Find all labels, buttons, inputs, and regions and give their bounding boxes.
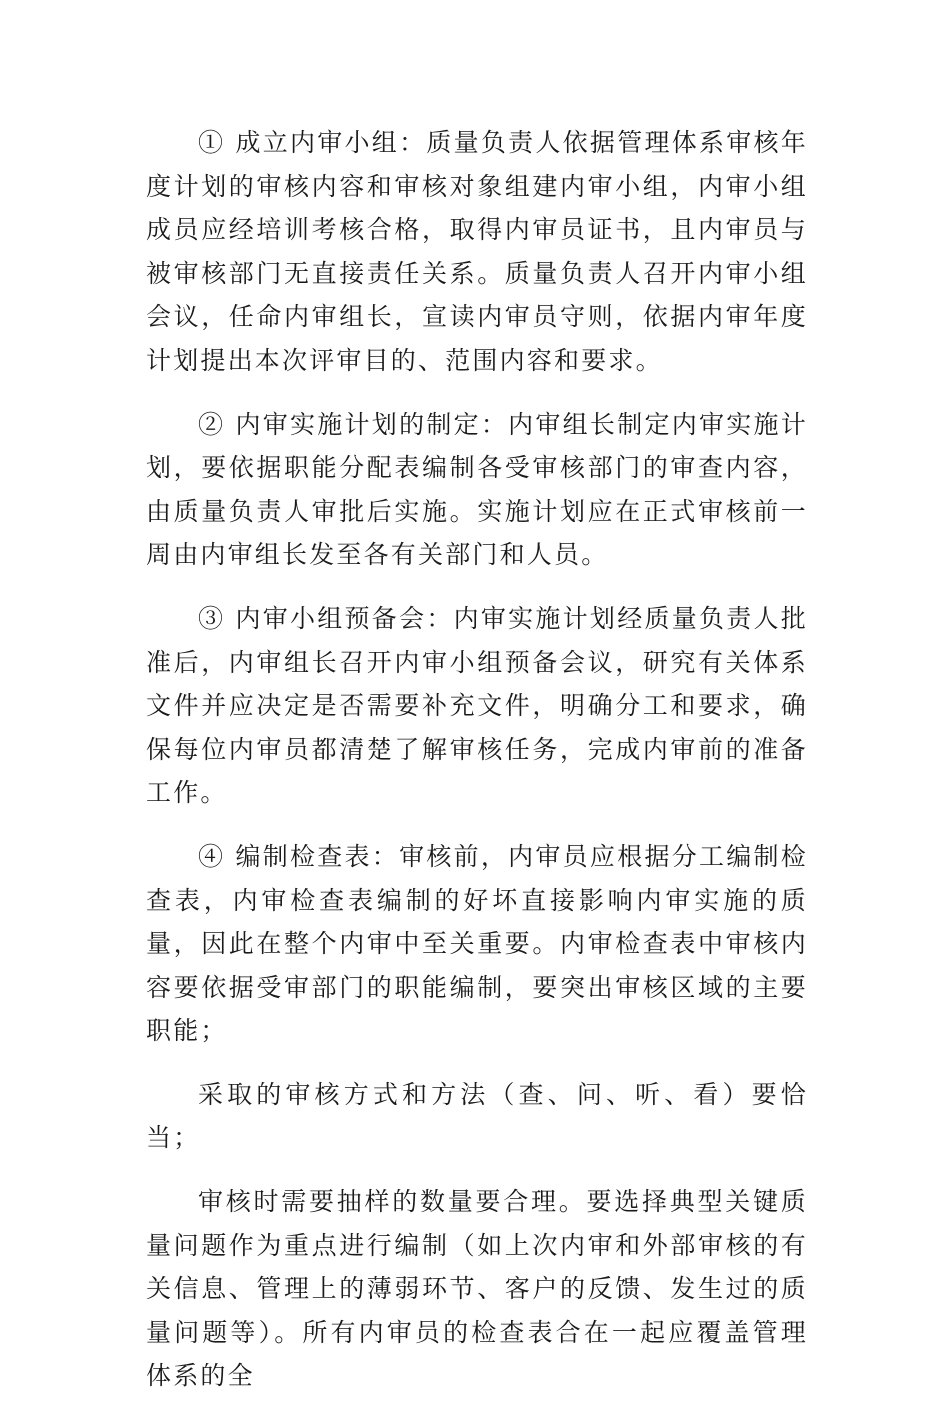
document-body (146, 121, 808, 1418)
paragraph-establish-audit-team: ① 成立内审小组：质量负责人依据管理体系审核年度计划的审核内容和审核对象组建内审小组，内审小组成员应经培训考核合格，取得内审员证书，且内审员与被审核部门无直接责任关系。质量负责人召开内审小组会议，任命内审组长，宣读内审员守则，依据内审年度计划提出本次评审目的、范围内容和要求。 (146, 128, 808, 375)
paragraph-preparatory-meeting: ③ 内审小组预备会：内审实施计划经质量负责人批准后，内审组长召开内审小组预备会议，研究有关体系文件并应决定是否需要补充文件，明确分工和要求，确保每位内审员都清楚了解审核任务，完成内审前的准备工作。 (146, 603, 808, 808)
paragraph-sampling: 审核时需要抽样的数量要合理。要选择典型关键质量问题作为重点进行编制（如上次内审和外部审核的有关信息、管理上的薄弱环节、客户的反馈、发生过的质量问题等）。所有内审员的检查表合在一起应覆盖管理体系的全 (146, 1187, 808, 1391)
paragraph-audit-plan: ② 内审实施计划的制定：内审组长制定内审实施计划，要依据职能分配表编制各受审核部门的审查内容，由质量负责人审批后实施。实施计划应在正式审核前一周由内审组长发至各有关部门和人员。 (146, 409, 808, 570)
paragraph-checklist: ④ 编制检查表：审核前，内审员应根据分工编制检查表，内审检查表编制的好坏直接影响内审实施的质量，因此在整个内审中至关重要。内审检查表中审核内容要依据受审部门的职能编制，要突出审核区域的主要职能； (146, 841, 808, 1046)
paragraph-audit-methods: 采取的审核方式和方法（查、问、听、看）要恰当； (146, 1079, 808, 1153)
